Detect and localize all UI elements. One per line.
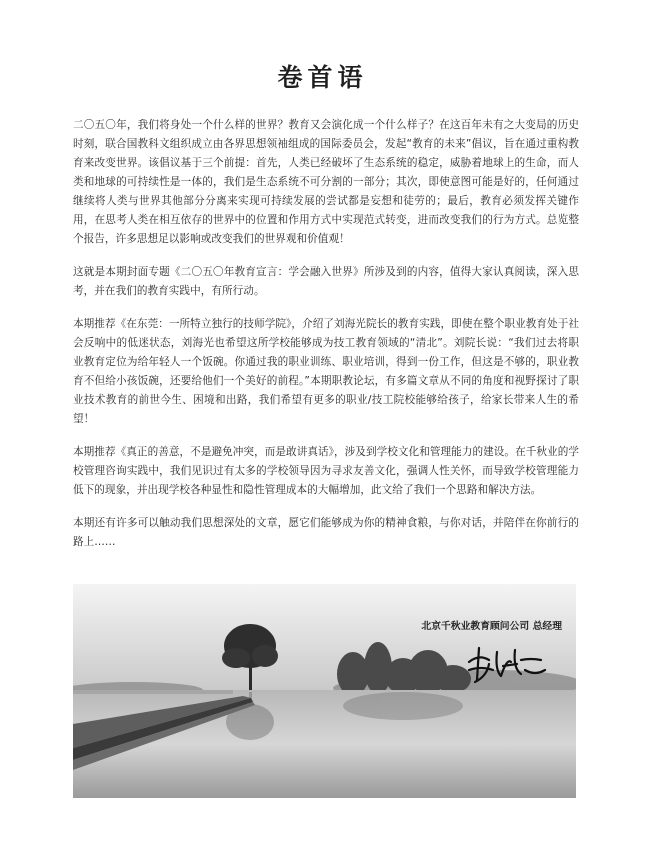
paragraph-1: 二〇五〇年，我们将身处一个什么样的世界？教育又会演化成一个什么样子？在这百年未有之大变局的历史时刻，联合国教科文组织成立由各界思想领袖组成的国际委员会，发起“教育的未来”倡议，旨在通过重构教育来改变世界。该倡议基于三个前提：首先，人类已经破坏了生态系统的稳定，威胁着地球上的生命，而人类和地球的可持续性是一体的，我们是生态系统不可分割的一部分；其次，即使意图可能是好的，任何通过继续将人类与世界其他部分分离来实现可持续发展的尝试都是妄想和徒劳的；最后，教育必须发挥关键作用，在思考人类在相互依存的世界中的位置和作用方式中实现范式转变，进而改变我们的行为方式。总览整个报告，许多思想足以影响或改变我们的世界观和价值观！ (73, 119, 579, 245)
paragraph-4: 本期推荐《真正的善意，不是避免冲突，而是敢讲真话》，涉及到学校文化和管理能力的建设。在千秋业的学校管理咨询实践中，我们见识过有太多的学校领导因为寻求友善文化，强调人性关怀，而导致学校管理能力低下的现象，并出现学校各种显性和隐性管理成本的大幅增加，此文给了我们一个思路和解决方法。 (73, 446, 579, 496)
editorial-body (73, 116, 579, 566)
lake-scene-illustration (73, 584, 576, 798)
handwritten-signature (465, 640, 549, 686)
lake-landscape-photo (73, 584, 576, 798)
paragraph-5: 本期还有许多可以触动我们思想深处的文章，愿它们能够成为你的精神食粮，与你对话，并陪伴在你前行的路上…… (73, 517, 579, 548)
paragraph-3: 本期推荐《在东莞：一所特立独行的技师学院》，介绍了刘海光院长的教育实践，即使在整个职业教育处于社会反响中的低迷状态，刘海光也希望这所学校能够成为技工教育领域的“清北”。刘院长说：“我们过去将职业教育定位为给年轻人一个饭碗。你通过我的职业训练、职业培训，得到一份工作，但这是不够的，职业教育不但给小孩饭碗，还要给他们一个美好的前程。”本期职教论坛，有多篇文章从不同的角度和视野探讨了职业技术教育的前世今生、困境和出路，我们希望有更多的职业/技工院校能够给孩子，给家长带来人生的希望！ (73, 318, 579, 425)
page-title: 卷首语 (277, 63, 368, 92)
paragraph-2: 这就是本期封面专题《二〇五〇年教育宣言：学会融入世界》所涉及到的内容，值得大家认真阅读，深入思考，并在我们的教育实践中，有所行动。 (73, 266, 579, 297)
signature-caption: 北京千秋业教育顾问公司 总经理 (421, 621, 562, 632)
